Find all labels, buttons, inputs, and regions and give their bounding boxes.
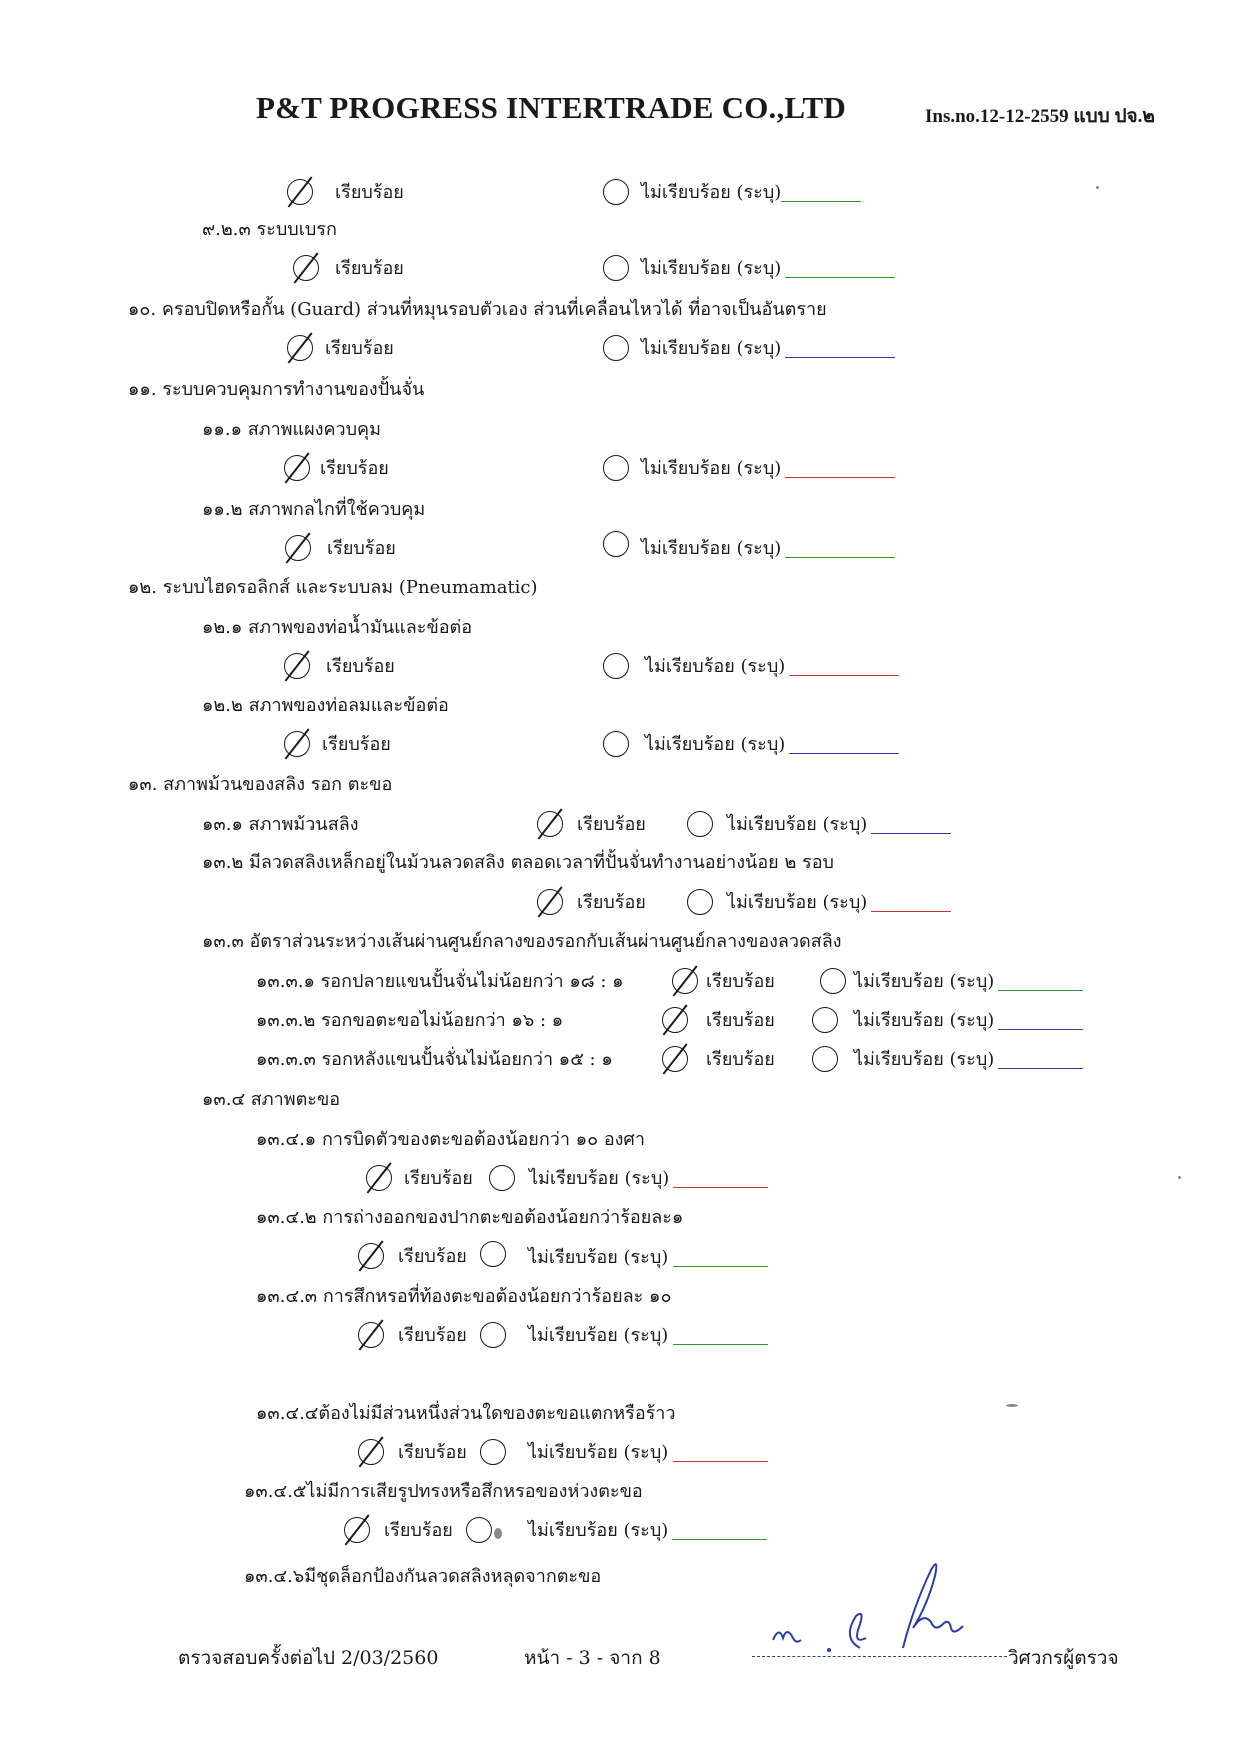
not-ok-radio[interactable] [603, 335, 629, 361]
not-ok-radio[interactable] [489, 1165, 515, 1191]
item-11-1: ๑๑.๑ สภาพแผงควบคุม [202, 419, 381, 440]
specify-line[interactable] [871, 833, 951, 834]
specify-line[interactable] [789, 675, 899, 676]
item-13-3-2: ๑๓.๓.๒ รอกขอตะขอไม่น้อยกว่า ๑๖ : ๑ [256, 1010, 564, 1031]
item-13-3-1: ๑๓.๓.๑ รอกปลายแขนปั้นจั่นไม่น้อยกว่า ๑๘ : ๑ [256, 971, 624, 992]
ok-label: เรียบร้อย [384, 1520, 453, 1541]
not-ok-radio[interactable] [603, 455, 629, 481]
ok-option-12-2[interactable] [284, 728, 464, 762]
not-ok-radio[interactable] [603, 255, 629, 281]
not-ok-label: ไม่เรียบร้อย (ระบุ) [727, 892, 868, 913]
not-ok-label: ไม่เรียบร้อย (ระบุ) [645, 656, 786, 677]
item-13-4-5: ๑๓.๔.๕ไม่มีการเสียรูปทรงหรือสึกหรอของห่วงตะขอ [244, 1481, 643, 1502]
not-ok-option-11-1[interactable] [603, 452, 903, 486]
specify-line[interactable] [785, 357, 895, 358]
ok-radio-checked[interactable] [662, 1046, 688, 1072]
not-ok-label: ไม่เรียบร้อย (ระบุ) [528, 1247, 669, 1268]
not-ok-option-13-3-2[interactable] [812, 1004, 1102, 1038]
not-ok-option-13-4-2[interactable] [480, 1238, 780, 1272]
not-ok-radio[interactable] [603, 531, 629, 557]
item-13-4-2: ๑๓.๔.๒ การถ่างออกของปากตะขอต้องน้อยกว่าร้อยละ๑ [256, 1207, 684, 1228]
ok-radio-checked[interactable] [672, 968, 698, 994]
not-ok-radio[interactable] [480, 1322, 506, 1348]
not-ok-radio[interactable] [687, 889, 713, 915]
ok-label: เรียบร้อย [398, 1442, 467, 1463]
item-10: ๑๐. ครอบปิดหรือกั้น (Guard) ส่วนที่หมุนรอบตัวเอง ส่วนที่เคลื่อนไหวได้ ที่อาจเป็นอันตราย [128, 299, 827, 320]
ok-label: เรียบร้อย [335, 258, 404, 279]
not-ok-radio[interactable] [603, 731, 629, 757]
ok-label: เรียบร้อย [577, 892, 646, 913]
item-13-4-6: ๑๓.๔.๖มีชุดล็อกป้องกันลวดสลิงหลุดจากตะขอ [244, 1566, 602, 1587]
inspection-number: Ins.no.12-12-2559 แบบ ปจ.๒ [925, 106, 1155, 127]
not-ok-radio[interactable] [820, 968, 846, 994]
not-ok-radio[interactable] [812, 1046, 838, 1072]
engineer-label: วิศวกรผู้ตรวจ [1008, 1647, 1119, 1669]
ok-radio-checked[interactable] [366, 1165, 392, 1191]
ok-radio-checked[interactable] [293, 255, 319, 281]
item-11: ๑๑. ระบบควบคุมการทำงานของปั้นจั่น [128, 379, 425, 400]
specify-line[interactable] [781, 201, 861, 202]
not-ok-label: ไม่เรียบร้อย (ระบุ) [641, 258, 782, 279]
scan-dot [1096, 186, 1099, 189]
ok-label: เรียบร้อย [577, 814, 646, 835]
ok-option-11-2[interactable] [285, 532, 465, 566]
ok-option-13-3-1[interactable] [672, 965, 812, 999]
not-ok-option-13-4-4[interactable] [480, 1436, 780, 1470]
not-ok-option-10[interactable] [603, 332, 903, 366]
ok-radio-checked[interactable] [344, 1517, 370, 1543]
ok-radio-checked[interactable] [358, 1243, 384, 1269]
company-name: P&T PROGRESS INTERTRADE CO.,LTD [256, 90, 846, 125]
not-ok-radio[interactable] [603, 653, 629, 679]
ok-label: เรียบร้อย [322, 734, 391, 755]
not-ok-radio[interactable] [603, 179, 629, 205]
ok-option-9-2-3[interactable] [293, 252, 473, 286]
ok-option-12-1[interactable] [284, 650, 464, 684]
ok-label: เรียบร้อย [706, 971, 775, 992]
item-13-4: ๑๓.๔ สภาพตะขอ [202, 1089, 341, 1110]
ok-label: เรียบร้อย [327, 538, 396, 559]
not-ok-radio[interactable] [480, 1439, 506, 1465]
ok-radio-checked[interactable] [285, 535, 311, 561]
not-ok-radio[interactable] [812, 1007, 838, 1033]
ok-option-11-1[interactable] [284, 452, 464, 486]
item-9-2-3: ๙.๒.๓ ระบบเบรก [202, 219, 337, 240]
ok-option-13-3-3[interactable] [662, 1043, 812, 1077]
ok-option-13-4-4[interactable] [358, 1436, 498, 1470]
item-13-3: ๑๓.๓ อัตราส่วนระหว่างเส้นผ่านศูนย์กลางของรอกกับเส้นผ่านศูนย์กลางของลวดสลิง [202, 931, 842, 952]
scan-mark [1006, 1404, 1018, 1407]
not-ok-option-11-2[interactable] [603, 528, 903, 562]
specify-line[interactable] [785, 477, 895, 478]
not-ok-label: ไม่เรียบร้อย (ระบุ) [641, 458, 782, 479]
item-12-2: ๑๒.๒ สภาพของท่อลมและข้อต่อ [202, 695, 449, 716]
ok-radio-checked[interactable] [284, 455, 310, 481]
ok-radio-checked[interactable] [662, 1007, 688, 1033]
engineer-signature [755, 1540, 995, 1660]
next-inspection-date: ตรวจสอบครั้งต่อไป 2/03/2560 [178, 1647, 439, 1669]
not-ok-option-13-4-5[interactable] [466, 1514, 776, 1548]
not-ok-label: ไม่เรียบร้อย (ระบุ) [854, 1010, 995, 1031]
scan-dot [1178, 1176, 1181, 1179]
ok-radio-checked[interactable] [287, 179, 313, 205]
not-ok-label: ไม่เรียบร้อย (ระบุ) [528, 1520, 669, 1541]
not-ok-option-row-top[interactable] [603, 176, 883, 210]
specify-line[interactable] [789, 753, 899, 754]
item-13-3-3: ๑๓.๓.๓ รอกหลังแขนปั้นจั่นไม่น้อยกว่า ๑๕ : ๑ [256, 1049, 613, 1070]
specify-line[interactable] [871, 911, 951, 912]
not-ok-label: ไม่เรียบร้อย (ระบุ) [641, 338, 782, 359]
ok-radio-checked[interactable] [284, 653, 310, 679]
item-11-2: ๑๑.๒ สภาพกลไกที่ใช้ควบคุม [202, 499, 426, 520]
ok-label: เรียบร้อย [398, 1325, 467, 1346]
ok-label: เรียบร้อย [398, 1246, 467, 1267]
not-ok-label: ไม่เรียบร้อย (ระบุ) [528, 1325, 669, 1346]
specify-line[interactable] [673, 1266, 768, 1267]
not-ok-radio[interactable] [480, 1241, 506, 1267]
specify-line[interactable] [785, 557, 895, 558]
not-ok-label: ไม่เรียบร้อย (ระบุ) [528, 1442, 669, 1463]
ok-option-13-4-1[interactable] [366, 1162, 496, 1196]
not-ok-option-13-2[interactable] [687, 886, 987, 920]
ok-radio-checked[interactable] [358, 1322, 384, 1348]
specify-line[interactable] [673, 1344, 768, 1345]
item-13-1: ๑๓.๑ สภาพม้วนสลิง [202, 814, 359, 835]
specify-line[interactable] [673, 1187, 768, 1188]
not-ok-radio[interactable] [687, 811, 713, 837]
not-ok-option-12-2[interactable] [603, 728, 903, 762]
specify-line[interactable] [672, 1539, 767, 1540]
ok-option-row-top[interactable] [287, 176, 467, 210]
not-ok-option-13-3-3[interactable] [812, 1043, 1102, 1077]
not-ok-option-13-4-3[interactable] [480, 1319, 780, 1353]
specify-line[interactable] [673, 1461, 768, 1462]
ok-radio-checked[interactable] [537, 811, 563, 837]
ok-label: เรียบร้อย [404, 1168, 473, 1189]
not-ok-option-9-2-3[interactable] [603, 252, 903, 286]
not-ok-label: ไม่เรียบร้อย (ระบุ) [529, 1168, 670, 1189]
item-13-4-1: ๑๓.๔.๑ การบิดตัวของตะขอต้องน้อยกว่า ๑๐ องศา [256, 1129, 645, 1150]
ok-label: เรียบร้อย [335, 182, 404, 203]
ok-label: เรียบร้อย [325, 338, 394, 359]
ok-radio-checked[interactable] [284, 731, 310, 757]
specify-line[interactable] [998, 990, 1083, 991]
item-13-2: ๑๓.๒ มีลวดสลิงเหล็กอยู่ในม้วนลวดสลิง ตลอดเวลาที่ปั้นจั่นทำงานอย่างน้อย ๒ รอบ [202, 852, 834, 873]
item-13-4-4: ๑๓.๔.๔ต้องไม่มีส่วนหนึ่งส่วนใดของตะขอแตกหรือร้าว [256, 1403, 676, 1424]
ok-radio-checked[interactable] [287, 335, 313, 361]
scan-smudge [494, 1528, 502, 1539]
item-12: ๑๒. ระบบไฮดรอลิกส์ และระบบลม (Pneumamatic) [128, 577, 538, 598]
page-number: หน้า - 3 - จาก 8 [524, 1647, 661, 1669]
not-ok-label: ไม่เรียบร้อย (ระบุ) [641, 182, 782, 203]
not-ok-label: ไม่เรียบร้อย (ระบุ) [641, 538, 782, 559]
item-12-1: ๑๒.๑ สภาพของท่อน้ำมันและข้อต่อ [202, 617, 473, 638]
not-ok-radio[interactable] [466, 1517, 492, 1543]
ok-label: เรียบร้อย [706, 1010, 775, 1031]
not-ok-label: ไม่เรียบร้อย (ระบุ) [854, 1049, 995, 1070]
specify-line[interactable] [998, 1068, 1083, 1069]
specify-line[interactable] [998, 1029, 1083, 1030]
ok-option-13-4-3[interactable] [358, 1319, 498, 1353]
ok-label: เรียบร้อย [706, 1049, 775, 1070]
specify-line[interactable] [785, 277, 895, 278]
ok-radio-checked[interactable] [537, 889, 563, 915]
not-ok-option-13-3-1[interactable] [820, 965, 1100, 999]
not-ok-label: ไม่เรียบร้อย (ระบุ) [854, 971, 995, 992]
item-13-4-3: ๑๓.๔.๓ การสึกหรอที่ท้องตะขอต้องน้อยกว่าร้อยละ ๑๐ [256, 1286, 672, 1307]
not-ok-option-13-1[interactable] [687, 808, 987, 842]
ok-option-13-3-2[interactable] [662, 1004, 812, 1038]
not-ok-label: ไม่เรียบร้อย (ระบุ) [645, 734, 786, 755]
not-ok-option-12-1[interactable] [603, 650, 903, 684]
item-13: ๑๓. สภาพม้วนของสลิง รอก ตะขอ [128, 774, 393, 795]
not-ok-option-13-4-1[interactable] [489, 1162, 779, 1196]
ok-label: เรียบร้อย [320, 458, 389, 479]
not-ok-label: ไม่เรียบร้อย (ระบุ) [727, 814, 868, 835]
ok-option-13-4-2[interactable] [358, 1240, 498, 1274]
ok-radio-checked[interactable] [358, 1439, 384, 1465]
ok-option-10[interactable] [287, 332, 467, 366]
ok-label: เรียบร้อย [326, 656, 395, 677]
